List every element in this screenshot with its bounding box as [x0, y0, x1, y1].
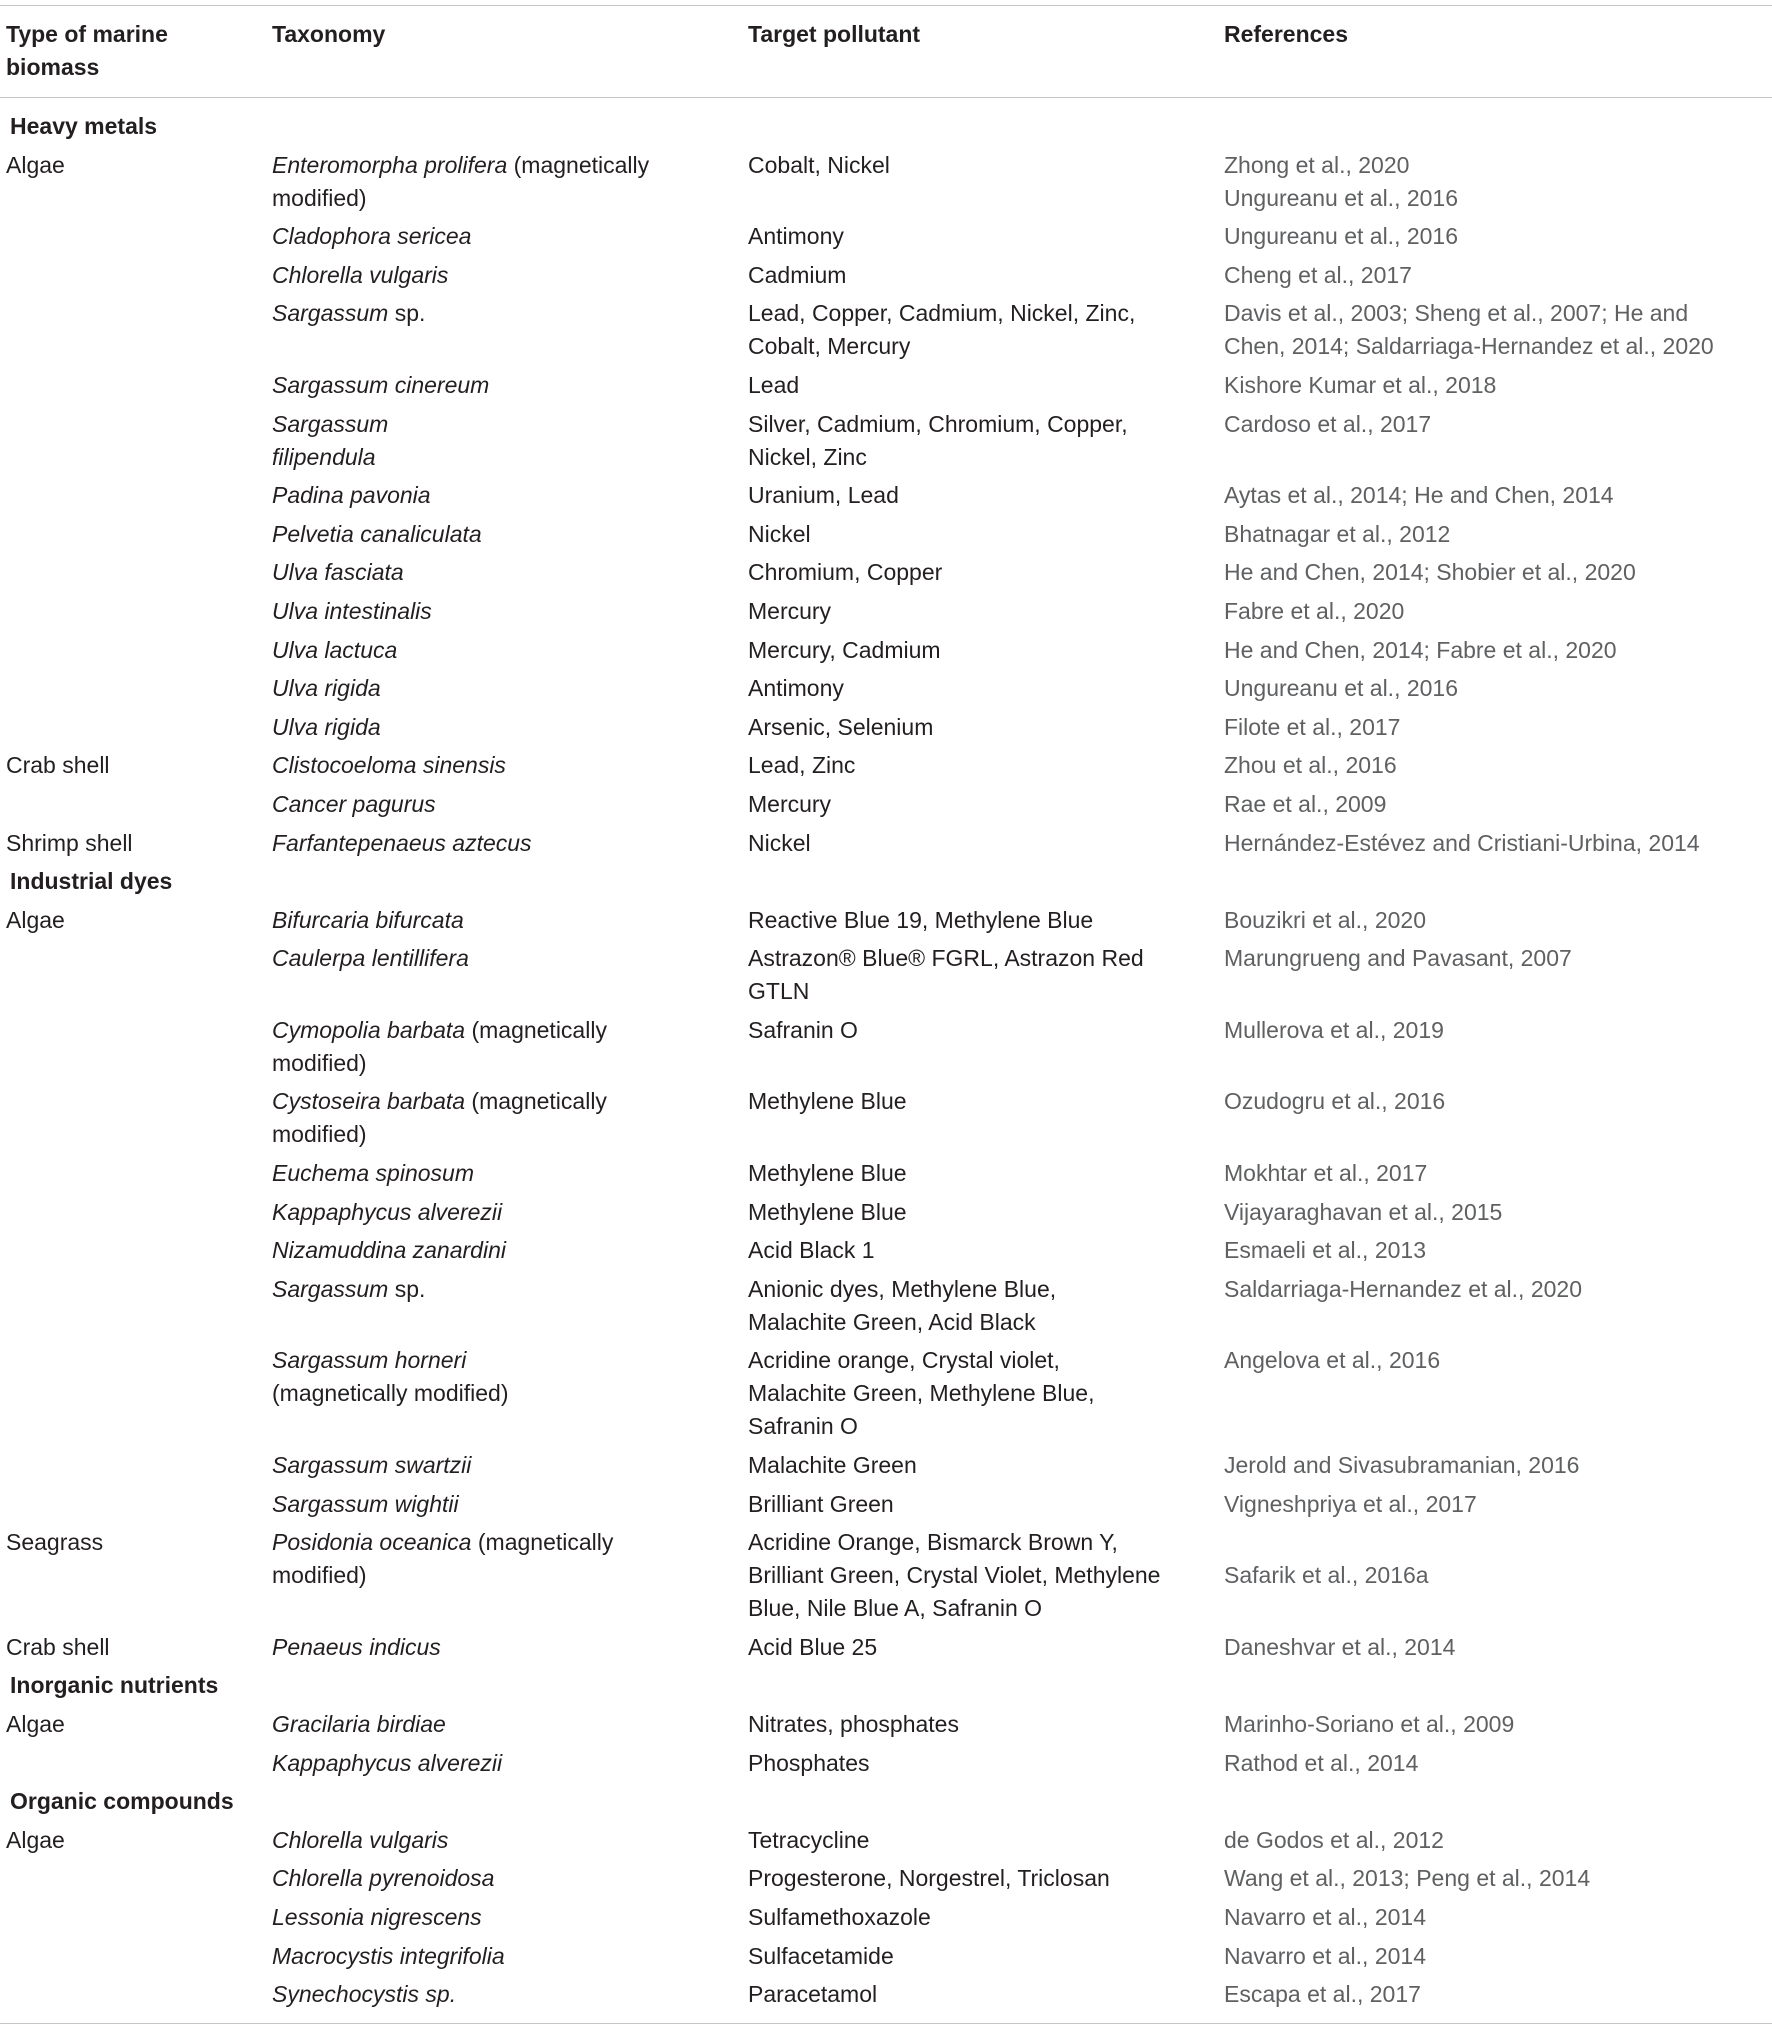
- taxon-name: Pelvetia canaliculata: [272, 520, 482, 547]
- cell-references[interactable]: He and Chen, 2014; Shobier et al., 2020: [1224, 559, 1636, 586]
- cell-biomass-type: Shrimp shell: [6, 829, 133, 856]
- cell-references[interactable]: de Godos et al., 2012: [1224, 1826, 1444, 1853]
- cell-taxonomy: [272, 553, 748, 592]
- table-row: [0, 1937, 1772, 1976]
- cell-target-pollutant: Cadmium: [748, 261, 847, 288]
- cell-target-pollutant: Anionic dyes, Methylene Blue, Malachite Green, Acid Black: [748, 1275, 1057, 1335]
- cell-biomass-type: [0, 1744, 272, 1783]
- cell-taxonomy: [272, 1270, 748, 1342]
- cell-taxonomy: [272, 785, 748, 824]
- cell-taxonomy: [272, 1485, 748, 1524]
- cell-target-pollutant: Lead, Zinc: [748, 752, 856, 779]
- cell-references[interactable]: Ozudogru et al., 2016: [1224, 1088, 1446, 1115]
- cell-target-pollutant: Progesterone, Norgestrel, Triclosan: [748, 1865, 1110, 1892]
- cell-biomass-type: [0, 1231, 272, 1270]
- cell-taxonomy: [272, 1744, 748, 1783]
- taxon-name: Cladophora sericea: [272, 223, 472, 250]
- cell-biomass-type: [0, 294, 272, 366]
- table-row: [0, 1975, 1772, 2023]
- cell-biomass-type: [0, 1154, 272, 1193]
- taxon-name: Farfantepenaeus aztecus: [272, 829, 532, 856]
- taxon-name: Euchema spinosum: [272, 1160, 474, 1187]
- cell-target-pollutant: Paracetamol: [748, 1975, 1224, 2023]
- table-row: [0, 746, 1772, 785]
- taxon-name: Bifurcaria bifurcata: [272, 906, 464, 933]
- cell-taxonomy: [272, 1154, 748, 1193]
- cell-target-pollutant: Sulfacetamide: [748, 1942, 894, 1969]
- cell-target-pollutant: Arsenic, Selenium: [748, 713, 934, 740]
- cell-taxonomy: [272, 746, 748, 785]
- cell-taxonomy: [272, 1937, 748, 1976]
- cell-target-pollutant: Astrazon® Blue® FGRL, Astrazon Red GTLN: [748, 945, 1144, 1005]
- cell-target-pollutant: Methylene Blue: [748, 1160, 907, 1187]
- table-row: [0, 1011, 1772, 1083]
- header-row: [0, 6, 1772, 98]
- cell-target-pollutant: Nickel: [748, 829, 811, 856]
- cell-references[interactable]: Vijayaraghavan et al., 2015: [1224, 1198, 1503, 1225]
- section-heading: Organic compounds: [10, 1788, 234, 1815]
- cell-taxonomy: [272, 1975, 748, 2023]
- marine-biomass-table: [0, 5, 1772, 2024]
- cell-references[interactable]: Escapa et al., 2017: [1224, 1975, 1772, 2023]
- table-row: [0, 669, 1772, 708]
- cell-target-pollutant: Safranin O: [748, 1016, 858, 1043]
- section-heading: Industrial dyes: [10, 868, 173, 895]
- table-row: [0, 901, 1772, 940]
- cell-target-pollutant: Antimony: [748, 675, 844, 702]
- cell-references[interactable]: Marinho-Soriano et al., 2009: [1224, 1711, 1515, 1737]
- taxon-note: (magnetically modified): [272, 1088, 607, 1148]
- cell-target-pollutant: Methylene Blue: [748, 1088, 907, 1115]
- cell-target-pollutant: Lead, Copper, Cadmium, Nickel, Zinc, Cobalt, Mercury: [748, 300, 1136, 360]
- cell-target-pollutant: Acid Black 1: [748, 1237, 875, 1264]
- taxon-name: Padina pavonia: [272, 482, 431, 509]
- cell-references[interactable]: Esmaeli et al., 2013: [1224, 1237, 1427, 1264]
- cell-target-pollutant: Sulfamethoxazole: [748, 1903, 931, 1930]
- cell-taxonomy: [272, 294, 748, 366]
- cell-taxonomy: [272, 1523, 748, 1628]
- taxon-note: (magnetically modified): [272, 1380, 509, 1407]
- cell-taxonomy: [272, 217, 748, 256]
- taxon-name: Enteromorpha prolifera: [272, 151, 508, 178]
- table-row: [0, 1154, 1772, 1193]
- cell-taxonomy: [272, 669, 748, 708]
- taxon-name: Caulerpa lentillifera: [272, 945, 469, 972]
- taxon-name: Chlorella pyrenoidosa: [272, 1865, 495, 1892]
- cell-references[interactable]: Saldarriaga-Hernandez et al., 2020: [1224, 1275, 1583, 1302]
- cell-biomass-type: [0, 592, 272, 631]
- cell-references[interactable]: Fabre et al., 2020: [1224, 597, 1405, 624]
- cell-target-pollutant: Silver, Cadmium, Chromium, Copper, Nickel, Zinc: [748, 410, 1128, 470]
- section-heading: Inorganic nutrients: [10, 1672, 219, 1699]
- taxon-name: Sargassum wightii: [272, 1490, 459, 1517]
- taxon-name: Sargassum filipendula: [272, 410, 389, 470]
- cell-references[interactable]: Filote et al., 2017: [1224, 713, 1401, 740]
- table-row: [0, 631, 1772, 670]
- table-row: [0, 1821, 1772, 1860]
- cell-biomass-type: [0, 708, 272, 747]
- table-row: [0, 1270, 1772, 1342]
- table-row: [0, 553, 1772, 592]
- table-row: [0, 1446, 1772, 1485]
- section-row: [0, 1782, 1772, 1821]
- cell-taxonomy: [272, 939, 748, 1011]
- cell-target-pollutant: Methylene Blue: [748, 1198, 907, 1225]
- cell-biomass-type: [0, 1082, 272, 1154]
- table-row: [0, 785, 1772, 824]
- table-row: [0, 1705, 1772, 1744]
- header-references: References: [1224, 6, 1772, 98]
- table-row: [0, 592, 1772, 631]
- cell-references[interactable]: Aytas et al., 2014; He and Chen, 2014: [1224, 482, 1614, 509]
- cell-biomass-type: Crab shell: [6, 752, 110, 779]
- taxon-name: Synechocystis sp.: [272, 1981, 457, 2008]
- cell-taxonomy: [272, 901, 748, 940]
- cell-references[interactable]: Hernández-Estévez and Cristiani-Urbina, 2014: [1224, 829, 1700, 856]
- cell-references[interactable]: Bhatnagar et al., 2012: [1224, 520, 1451, 547]
- cell-references[interactable]: Vigneshpriya et al., 2017: [1224, 1490, 1477, 1517]
- cell-taxonomy: [272, 1859, 748, 1898]
- cell-target-pollutant: Acridine Orange, Bismarck Brown Y, Brilliant Green, Crystal Violet, Methylene Blue, Nile Blue A, Safranin O: [748, 1529, 1161, 1622]
- taxon-name: Macrocystis integrifolia: [272, 1942, 505, 1969]
- cell-biomass-type: Algae: [6, 1826, 65, 1853]
- cell-biomass-type: [0, 476, 272, 515]
- table-row: [0, 1193, 1772, 1232]
- taxon-name: Sargassum cinereum: [272, 371, 490, 398]
- cell-biomass-type: [0, 1341, 272, 1446]
- table-row: [0, 1523, 1772, 1628]
- table-row: [0, 146, 1772, 218]
- table-row: [0, 1628, 1772, 1667]
- cell-taxonomy: [272, 1898, 748, 1937]
- taxon-name: Chlorella vulgaris: [272, 1826, 449, 1853]
- cell-taxonomy: [272, 1705, 748, 1744]
- taxon-note: sp.: [388, 1275, 426, 1302]
- cell-biomass-type: [0, 1270, 272, 1342]
- cell-biomass-type: [0, 1193, 272, 1232]
- cell-biomass-type: Algae: [6, 1711, 65, 1737]
- table-row: [0, 1859, 1772, 1898]
- cell-target-pollutant: Tetracycline: [748, 1826, 870, 1853]
- taxon-name: Posidonia oceanica: [272, 1529, 472, 1556]
- taxon-name: Sargassum: [272, 1275, 389, 1302]
- taxon-note: (magnetically modified): [272, 151, 650, 211]
- cell-target-pollutant: Antimony: [748, 223, 844, 250]
- cell-references[interactable]: Mullerova et al., 2019: [1224, 1016, 1444, 1043]
- table-row: [0, 1485, 1772, 1524]
- cell-biomass-type: [0, 939, 272, 1011]
- table-row: [0, 476, 1772, 515]
- cell-references[interactable]: Rathod et al., 2014: [1224, 1749, 1419, 1776]
- taxon-name: Cystoseira barbata: [272, 1088, 466, 1115]
- taxon-name: Ulva fasciata: [272, 559, 404, 586]
- table-row: [0, 294, 1772, 366]
- table-row: [0, 1341, 1772, 1446]
- cell-taxonomy: [272, 1193, 748, 1232]
- cell-references[interactable]: Safarik et al., 2016a: [1224, 1562, 1429, 1589]
- cell-references[interactable]: Cheng et al., 2017: [1224, 261, 1412, 288]
- cell-target-pollutant: Acridine orange, Crystal violet, Malachite Green, Methylene Blue, Safranin O: [748, 1347, 1095, 1440]
- cell-biomass-type: [0, 631, 272, 670]
- cell-taxonomy: [272, 256, 748, 295]
- taxon-note: sp.: [388, 300, 426, 327]
- cell-target-pollutant: Nickel: [748, 520, 811, 547]
- table-body: [0, 98, 1772, 2024]
- taxon-name: Lessonia nigrescens: [272, 1903, 482, 1930]
- cell-target-pollutant: Phosphates: [748, 1749, 870, 1776]
- cell-biomass-type: [0, 1975, 272, 2023]
- taxon-name: Ulva rigida: [272, 713, 381, 740]
- cell-references[interactable]: Marungrueng and Pavasant, 2007: [1224, 945, 1572, 972]
- cell-taxonomy: [272, 146, 748, 218]
- header-target-pollutant: Target pollutant: [748, 6, 1224, 98]
- cell-references[interactable]: Wang et al., 2013; Peng et al., 2014: [1224, 1865, 1591, 1892]
- table-header: [0, 6, 1772, 98]
- cell-references[interactable]: Ungureanu et al., 2016: [1224, 223, 1459, 250]
- cell-taxonomy: [272, 1231, 748, 1270]
- cell-references[interactable]: Navarro et al., 2014: [1224, 1903, 1427, 1930]
- taxon-name: Kappaphycus alverezii: [272, 1749, 503, 1776]
- taxon-name: Sargassum horneri: [272, 1347, 467, 1374]
- cell-target-pollutant: Brilliant Green: [748, 1490, 894, 1517]
- cell-biomass-type: [0, 1446, 272, 1485]
- cell-taxonomy: [272, 1446, 748, 1485]
- taxon-name: Ulva rigida: [272, 675, 381, 702]
- cell-references[interactable]: Angelova et al., 2016: [1224, 1347, 1441, 1374]
- cell-taxonomy: [272, 1628, 748, 1667]
- cell-biomass-type: Algae: [6, 151, 65, 178]
- cell-biomass-type: [0, 256, 272, 295]
- cell-biomass-type: Seagrass: [6, 1529, 104, 1556]
- table-row: [0, 1898, 1772, 1937]
- cell-biomass-type: [0, 366, 272, 405]
- cell-biomass-type: Crab shell: [6, 1633, 110, 1660]
- cell-target-pollutant: Acid Blue 25: [748, 1633, 878, 1660]
- cell-references[interactable]: Bouzikri et al., 2020: [1224, 906, 1427, 933]
- table-row: [0, 708, 1772, 747]
- section-heading: Heavy metals: [10, 113, 158, 139]
- cell-biomass-type: [0, 1937, 272, 1976]
- cell-biomass-type: [0, 1898, 272, 1937]
- cell-biomass-type: [0, 405, 272, 477]
- taxon-name: Clistocoeloma sinensis: [272, 752, 506, 779]
- cell-taxonomy: [272, 366, 748, 405]
- cell-target-pollutant: Reactive Blue 19, Methylene Blue: [748, 906, 1094, 933]
- table-row: [0, 405, 1772, 477]
- taxon-name: Cancer pagurus: [272, 790, 436, 817]
- taxon-name: Cymopolia barbata: [272, 1016, 466, 1043]
- taxon-note: (magnetically modified): [272, 1016, 607, 1076]
- cell-taxonomy: [272, 1011, 748, 1083]
- table-row: [0, 256, 1772, 295]
- cell-taxonomy: [272, 476, 748, 515]
- section-row: [0, 862, 1772, 901]
- taxon-name: Kappaphycus alverezii: [272, 1198, 503, 1225]
- cell-biomass-type: [0, 553, 272, 592]
- table-row: [0, 1744, 1772, 1783]
- cell-references[interactable]: Zhou et al., 2016: [1224, 752, 1397, 779]
- cell-references[interactable]: Ungureanu et al., 2016: [1224, 675, 1459, 702]
- cell-taxonomy: [272, 1821, 748, 1860]
- cell-target-pollutant: Cobalt, Nickel: [748, 151, 890, 178]
- table-row: [0, 217, 1772, 256]
- taxon-name: Sargassum: [272, 300, 389, 327]
- cell-target-pollutant: Chromium, Copper: [748, 559, 943, 586]
- cell-references[interactable]: Mokhtar et al., 2017: [1224, 1160, 1428, 1187]
- cell-biomass-type: [0, 1859, 272, 1898]
- table-row: [0, 939, 1772, 1011]
- table-row: [0, 515, 1772, 554]
- taxon-note: (magnetically modified): [272, 1529, 614, 1589]
- cell-taxonomy: [272, 1082, 748, 1154]
- cell-references[interactable]: Rae et al., 2009: [1224, 790, 1387, 817]
- cell-references[interactable]: Daneshvar et al., 2014: [1224, 1633, 1456, 1660]
- table-row: [0, 1231, 1772, 1270]
- cell-references[interactable]: He and Chen, 2014; Fabre et al., 2020: [1224, 636, 1617, 663]
- cell-target-pollutant: Lead: [748, 371, 800, 398]
- cell-biomass-type: [0, 669, 272, 708]
- header-type: Type of marine biomass: [0, 6, 272, 98]
- cell-references[interactable]: Kishore Kumar et al., 2018: [1224, 371, 1497, 398]
- taxon-name: Nizamuddina zanardini: [272, 1237, 506, 1264]
- cell-references[interactable]: Davis et al., 2003; Sheng et al., 2007; He and Chen, 2014; Saldarriaga-Hernandez et al., 2020: [1224, 300, 1714, 360]
- cell-taxonomy: [272, 631, 748, 670]
- table-row: [0, 824, 1772, 863]
- taxon-name: Ulva lactuca: [272, 636, 398, 663]
- section-row: [0, 98, 1772, 146]
- table-row: [0, 366, 1772, 405]
- cell-biomass-type: Algae: [6, 906, 65, 933]
- cell-target-pollutant: Mercury: [748, 597, 832, 624]
- cell-target-pollutant: Uranium, Lead: [748, 482, 899, 509]
- cell-biomass-type: [0, 1485, 272, 1524]
- cell-taxonomy: [272, 824, 748, 863]
- cell-references[interactable]: Navarro et al., 2014: [1224, 1942, 1427, 1969]
- table-row: [0, 1082, 1772, 1154]
- cell-references[interactable]: Cardoso et al., 2017: [1224, 410, 1432, 437]
- cell-taxonomy: [272, 515, 748, 554]
- taxon-name: Chlorella vulgaris: [272, 261, 449, 288]
- cell-biomass-type: [0, 217, 272, 256]
- cell-references[interactable]: Zhong et al., 2020 Ungureanu et al., 2016: [1224, 151, 1459, 211]
- section-row: [0, 1666, 1772, 1705]
- cell-taxonomy: [272, 405, 748, 477]
- taxon-name: Penaeus indicus: [272, 1633, 441, 1660]
- cell-taxonomy: [272, 708, 748, 747]
- cell-target-pollutant: Mercury, Cadmium: [748, 636, 941, 663]
- taxon-name: Sargassum swartzii: [272, 1452, 472, 1479]
- cell-taxonomy: [272, 592, 748, 631]
- cell-target-pollutant: Malachite Green: [748, 1452, 917, 1479]
- header-taxonomy: Taxonomy: [272, 6, 748, 98]
- cell-biomass-type: [0, 515, 272, 554]
- taxon-name: Ulva intestinalis: [272, 597, 432, 624]
- cell-biomass-type: [0, 1011, 272, 1083]
- cell-target-pollutant: Mercury: [748, 790, 832, 817]
- cell-target-pollutant: Nitrates, phosphates: [748, 1711, 959, 1737]
- cell-references[interactable]: Jerold and Sivasubramanian, 2016: [1224, 1452, 1580, 1479]
- cell-taxonomy: [272, 1341, 748, 1446]
- cell-biomass-type: [0, 785, 272, 824]
- taxon-name: Gracilaria birdiae: [272, 1711, 446, 1737]
